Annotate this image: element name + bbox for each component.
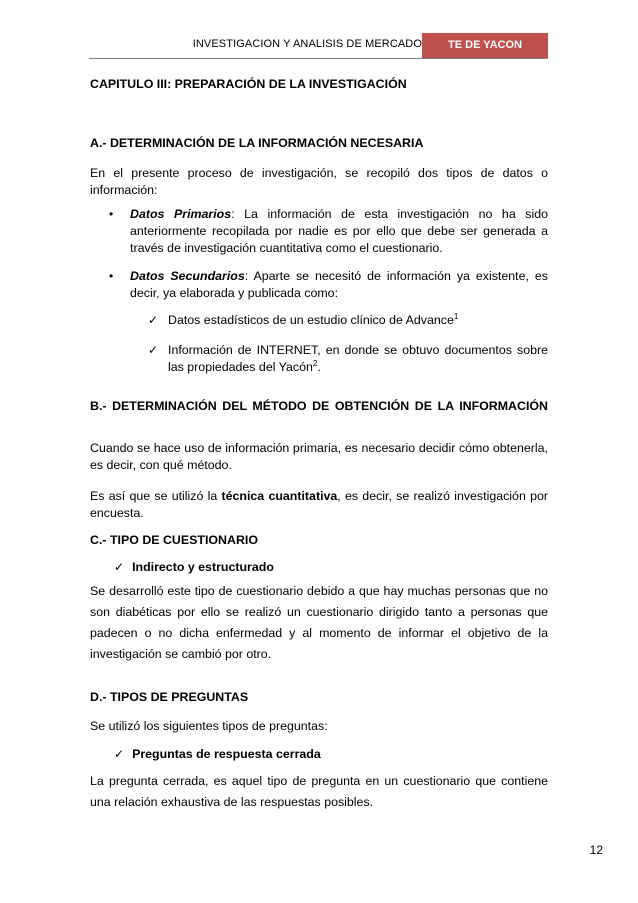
bullet-icon: • — [109, 269, 114, 283]
section-d-heading: D.- TIPOS DE PREGUNTAS — [90, 690, 249, 704]
list-item-advance: ✓ Datos estadísticos de un estudio clínico de Advance$^1$ — [148, 311, 459, 327]
term-datos-primarios: Datos Primarios — [130, 207, 232, 221]
header-badge: TE DE YACON — [422, 33, 548, 58]
chapter-title: CAPITULO III: PREPARACIÓN DE LA INVESTIGACIÓN — [90, 77, 407, 91]
section-a-heading: A.- DETERMINACIÓN DE LA INFORMACIÓN NECESARIA — [90, 136, 424, 150]
check-icon: ✓ — [148, 343, 159, 357]
text-datos-primarios: : La información de esta investigación no ha sido anteriormente recopilada por nadie es por ello que debe ser generada a través de investigación cuantitativa como el cuestionario. — [130, 207, 549, 255]
check-icon: ✓ — [114, 747, 125, 761]
section-b-para-2: Es así que se utilizó la técnica cuantitativa, es decir, se realizó investigación por encuesta. — [90, 489, 548, 520]
section-c-para: Se desarrolló este tipo de cuestionario debido a que hay muchas personas que no son diabéticas por ello se realizó un cuestionario dirigido tanto a personas que padecen o no dicha enfermedad y al momento de informar el objetivo de la investigación se cambió por otro. — [90, 584, 548, 661]
section-b-heading: B.- DETERMINACIÓN DEL MÉTODO DE OBTENCIÓN DE LA INFORMACIÓN — [90, 399, 548, 413]
section-d-para: La pregunta cerrada, es aquel tipo de pregunta en un cuestionario que contiene una relación exhaustiva de las respuestas posibles. — [90, 774, 548, 809]
list-item-datos-primarios — [109, 206, 549, 257]
text-datos-secundarios: : Aparte se necesitó de información ya existente, es decir, ya elaborada y publicada como: — [130, 269, 548, 300]
section-b-para-1: Cuando se hace uso de información primaria, es necesario decidir cómo obtenerla, es decir, con qué método. — [90, 441, 548, 472]
footnote-ref-2: 2 — [312, 358, 318, 368]
bullet-icon: • — [109, 207, 114, 221]
check-icon: ✓ — [148, 313, 159, 327]
section-a-intro: En el presente proceso de investigación, se recopiló dos tipos de datos o información: — [90, 166, 548, 197]
check-icon: ✓ — [114, 560, 125, 574]
header-title: INVESTIGACION Y ANALISIS DE MERCADO — [192, 38, 422, 50]
questionnaire-type: ✓ Indirecto y estructurado — [114, 560, 274, 574]
question-type: ✓ Preguntas de respuesta cerrada — [114, 747, 321, 761]
footnote-ref-1: 1 — [453, 311, 459, 321]
section-c-heading: C.- TIPO DE CUESTIONARIO — [90, 533, 258, 547]
list-item-datos-secundarios — [109, 268, 548, 302]
page-number: 12 — [589, 843, 603, 857]
section-d-intro: Se utilizó los siguientes tipos de preguntas: — [90, 719, 328, 733]
list-item-internet: ✓ Información de INTERNET, en donde se obtuvo documentos sobre las propiedades del Yacón$^2$. — [148, 343, 548, 374]
term-datos-secundarios: Datos Secundarios — [130, 269, 245, 283]
header-divider — [89, 58, 548, 59]
